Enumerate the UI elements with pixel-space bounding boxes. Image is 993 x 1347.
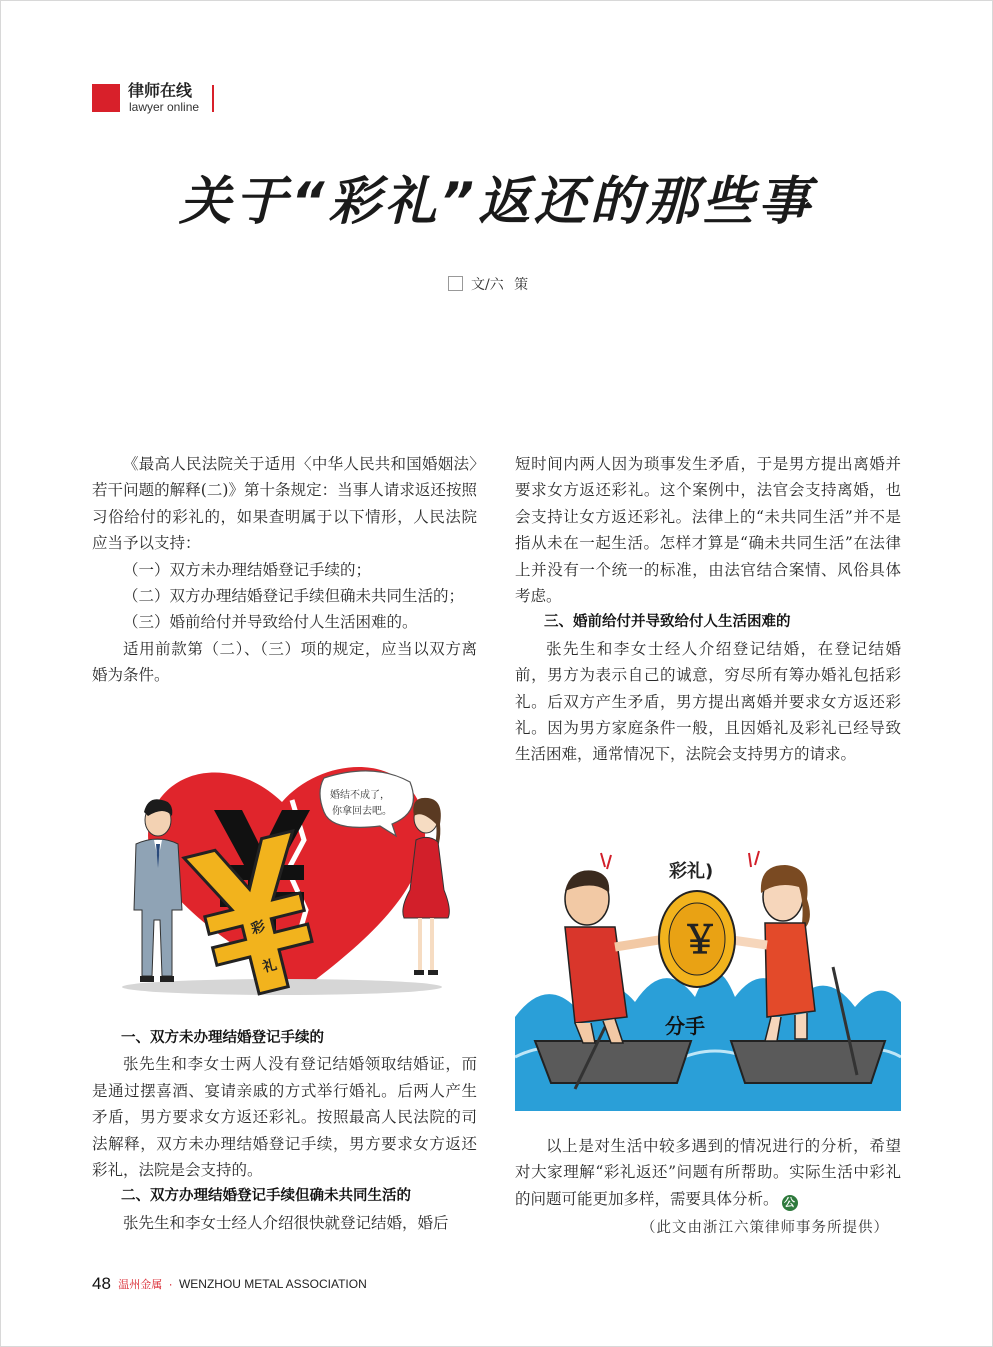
byline-box-icon — [448, 276, 463, 291]
speech-line-1: 婚结不成了， — [330, 790, 390, 801]
column-title: 律师在线 — [128, 81, 193, 100]
byline-prefix: 文/ — [471, 277, 490, 293]
coin-text-li: 礼 — [261, 957, 279, 976]
right-column-top — [515, 451, 901, 768]
clause-condition: 适用前款第（二）、（三）项的规定，应当以双方离婚为条件。 — [92, 639, 477, 685]
label-fenshou: 分手 — [665, 1014, 705, 1038]
column-divider — [212, 85, 214, 112]
section-heading-1: 一、双方未办理结婚登记手续的 — [121, 1030, 324, 1046]
tug-of-war-image — [515, 827, 901, 1111]
article-credit: （此文由浙江六策律师事务所提供） — [641, 1220, 889, 1236]
section-heading-2: 二、双方办理结婚登记手续但确未共同生活的 — [121, 1188, 411, 1205]
illustration-tug-of-war — [515, 827, 901, 1111]
right-boat — [731, 1041, 885, 1083]
section-1-paragraph: 张先生和李女士两人没有登记结婚领取结婚证，而是通过摆喜酒、宴请亲戚的方式举行婚礼。后两人产生矛盾，男方要求女方返还彩礼。按照最高人民法院的司法解释，双方未办理结婚登记手续，男方要求女方返还彩礼，法院是会支持的。 — [92, 1055, 477, 1180]
column-subtitle: lawyer online — [129, 100, 200, 114]
clause-1: （一）双方未办理结婚登记手续的； — [123, 560, 372, 579]
page-footer — [92, 1274, 367, 1294]
left-boat — [535, 1041, 691, 1083]
illustration-heart-couple — [92, 740, 476, 1008]
left-column-top — [92, 451, 477, 689]
article-title: 关于“彩礼”返还的那些事 — [179, 172, 814, 232]
magazine-name-en: WENZHOU METAL ASSOCIATION — [178, 1277, 367, 1291]
page-number: 48 — [92, 1274, 111, 1293]
right-column-bottom — [515, 1133, 901, 1212]
end-mark-icon: 公 — [782, 1195, 798, 1211]
magazine-name-cn: 温州金属 — [118, 1278, 163, 1291]
footer-separator: · — [168, 1277, 173, 1291]
byline — [448, 275, 531, 295]
coin-text-cai: 彩 — [249, 918, 267, 938]
left-column-bottom — [92, 1025, 477, 1236]
speech-line-2: 你拿回去吧。 — [332, 806, 392, 817]
section-2-paragraph-start: 张先生和李女士经人介绍很快就登记结婚，婚后 — [123, 1213, 449, 1232]
clause-3: （三）婚前给付并导致给付人生活困难的。 — [123, 613, 418, 632]
section-2-paragraph-continued: 短时间内两人因为琐事发生矛盾，于是男方提出离婚并要求女方返还彩礼。这个案例中，法官会支持离婚，也会支持让女方返还彩礼。法律上的“未共同生活”并不是指从未在一起生活。怎样才算是“确未共同生活”在法律上并没有一个统一的标准，由法官结合案情、风俗具体考虑。 — [515, 455, 901, 606]
byline-author: 六 策 — [489, 277, 532, 293]
column-red-square — [92, 84, 120, 112]
clause-2: （二）双方办理结婚登记手续但确未共同生活的； — [123, 587, 465, 606]
gold-coin-icon — [659, 891, 735, 987]
conclusion-paragraph — [515, 1133, 901, 1212]
section-heading-3: 三、婚前给付并导致给付人生活困难的 — [544, 614, 791, 631]
section-3-paragraph: 张先生和李女士经人介绍登记结婚，在登记结婚前，男方为表示自己的诚意，穷尽所有筹办婚礼包括彩礼。后双方产生矛盾，男方提出离婚并要求女方返还彩礼。因为男方家庭条件一般，且因婚礼及彩礼已经导致生活困难，通常情况下，法院会支持男方的请求。 — [515, 639, 901, 764]
label-caili: 彩礼) — [669, 861, 714, 882]
heart-couple-image — [92, 740, 476, 1008]
conclusion-text: 以上是对生活中较多遇到的情况进行的分析，希望对大家理解“彩礼返还”问题有所帮助。实际生活中彩礼的问题可能更加多样，需要具体分析。 — [515, 1137, 901, 1208]
intro-paragraph: 《最高人民法院关于适用〈中华人民共和国婚姻法〉若干问题的解释(二)》第十条规定：当事人请求返还按照习俗给付的彩礼的，如果查明属于以下情形，人民法院应当予以支持： — [92, 455, 477, 553]
coin-yen-symbol: ￥ — [681, 918, 720, 962]
